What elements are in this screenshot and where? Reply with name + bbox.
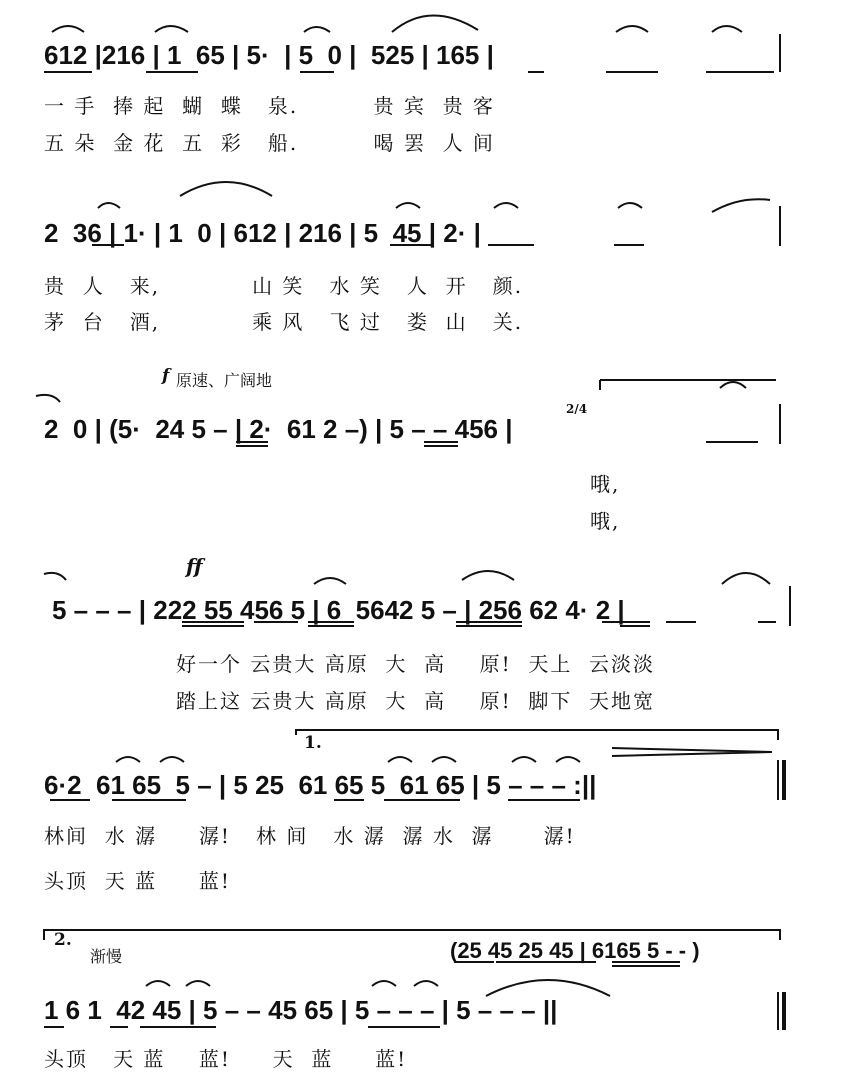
lyrics-verse-1: 哦, (590, 472, 621, 496)
notes-line: 1 6 1 42 45 | 5 – – 45 65 | 5 – – – | 5 – – – || (44, 995, 558, 1025)
lyrics-verse-2: 头顶 天 蓝 蓝! (44, 869, 231, 893)
lyrics-verse-2: 哦, (590, 509, 621, 533)
lyrics-verse-1: 一 手 捧 起 蝴 蝶 泉. 贵 宾 贵 客 (44, 94, 495, 118)
notes-line: 612 |216 | 1 65 | 5· | 5 0 | 525 | 165 | (44, 40, 494, 70)
dynamic-mark: f (162, 366, 170, 386)
notes-line: 2 0 | (5· 24 5 – | 2· 61 2 –) | 5 – – 456 | (44, 414, 513, 444)
tempo-mark: 原速、广阔地 (176, 371, 273, 390)
time-signature: 2/4 (566, 402, 588, 416)
volta-1-label: 1. (304, 733, 322, 753)
notes-line: 5 – – – | 222 55 456 5 | 6 5642 5 – | 256 62 4· 2 | (52, 595, 625, 625)
lyrics-verse-1: 好一个 云贵大 高原 大 高 原! 天上 云淡淡 (176, 652, 656, 676)
instrumental-line: (25 45 25 45 | 6165 5 - - ) (450, 938, 700, 963)
lyrics-verse-2: 五 朵 金 花 五 彩 船. 喝 罢 人 间 (44, 131, 495, 155)
dynamic-mark: ff (186, 554, 203, 578)
lyrics-verse-2: 茅 台 酒, 乘 风 飞 过 娄 山 关. (44, 310, 524, 334)
notes-line: 6·2 61 65 5 – | 5 25 61 65 5 61 65 | 5 – – – :|| (44, 770, 597, 800)
lyrics-verse-2: 踏上这 云贵大 高原 大 高 原! 脚下 天地宽 (176, 689, 656, 713)
lyrics-verse-1: 林间 水 潺 潺! 林 间 水 潺 潺 水 潺 潺! (44, 824, 576, 848)
tempo-mark: 渐慢 (90, 947, 123, 966)
lyrics-verse-1: 贵 人 来, 山 笑 水 笑 人 开 颜. (44, 274, 524, 298)
lyrics-verse-1: 头顶 天 蓝 蓝! 天 蓝 蓝! (44, 1047, 408, 1071)
notes-line: 2 36 | 1· | 1 0 | 612 | 216 | 5 45 | 2· | (44, 218, 481, 248)
volta-2-label: 2. (54, 930, 72, 950)
